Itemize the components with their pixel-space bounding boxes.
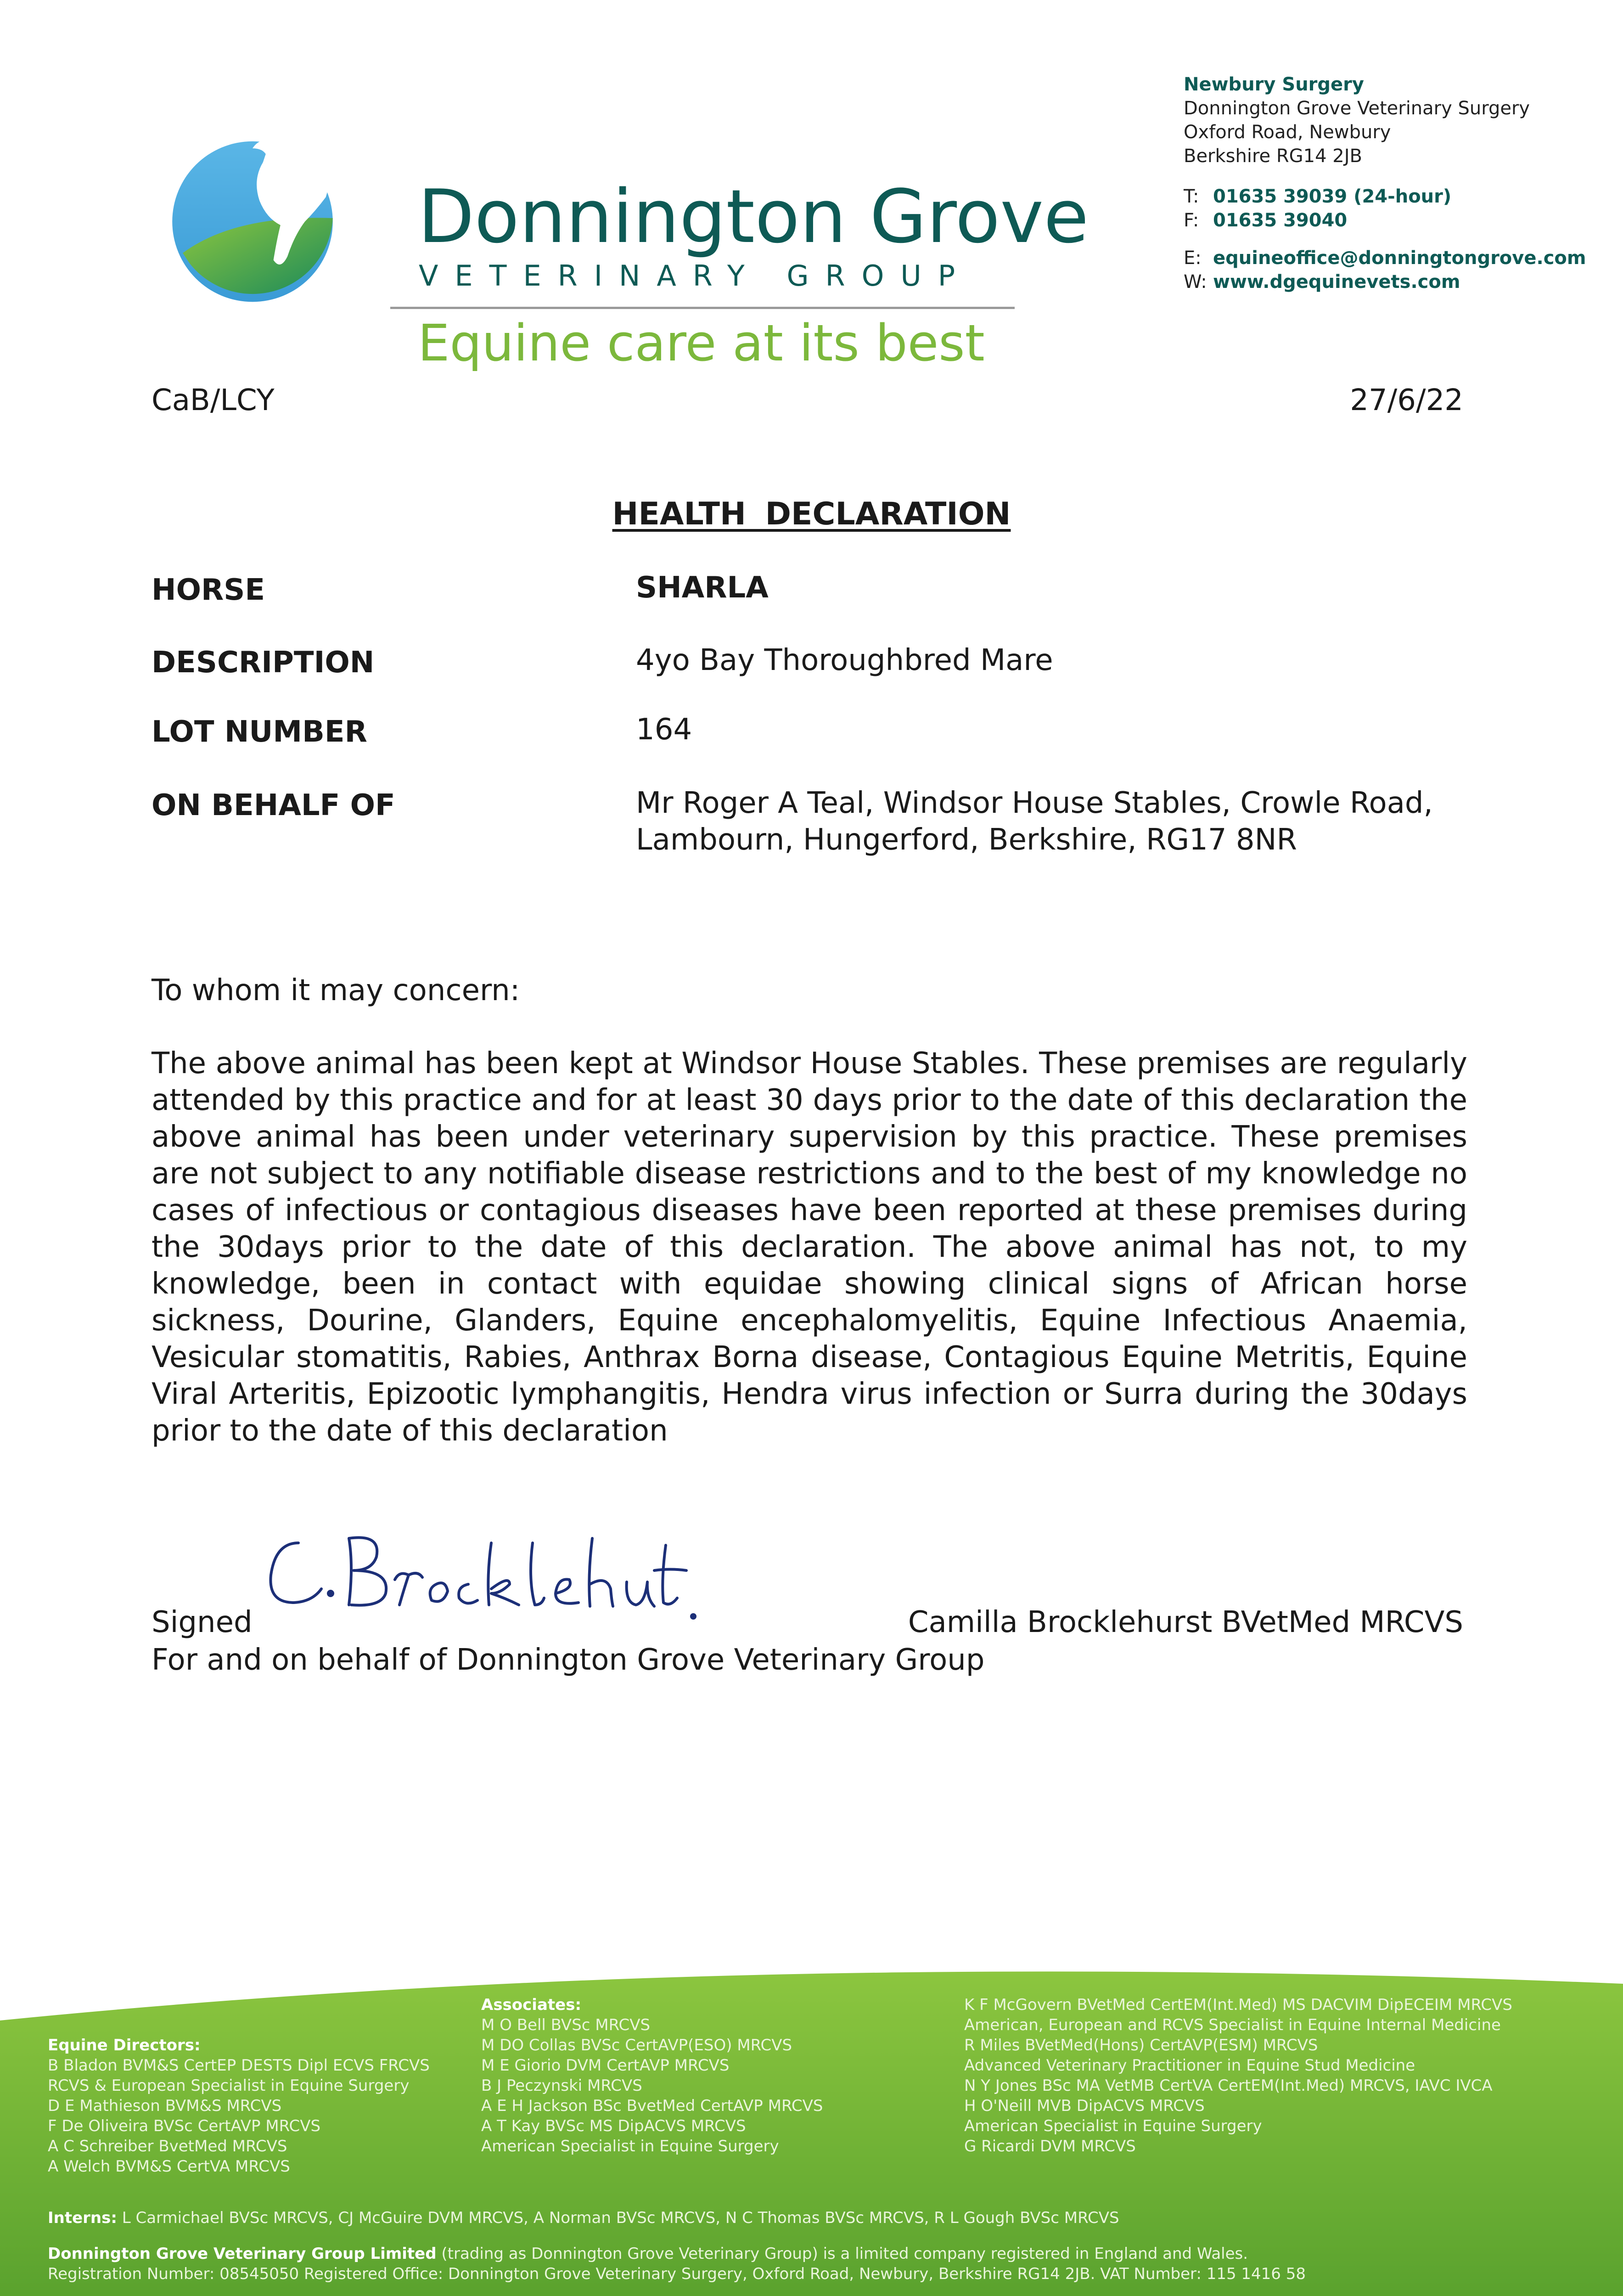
horse-label: HORSE bbox=[152, 573, 265, 607]
associate-entry: A T Kay BVSc MS DipACVS MRCVS bbox=[481, 2117, 746, 2135]
associate-entry: American, European and RCVS Specialist in Equine Internal Medicine bbox=[964, 2016, 1501, 2034]
contact-phone bbox=[1184, 185, 1586, 208]
associate-entry: M E Giorio DVM CertAVP MRCVS bbox=[481, 2056, 730, 2075]
interns-label: Interns: bbox=[48, 2209, 117, 2227]
footer-company bbox=[48, 2244, 1306, 2284]
description-label: DESCRIPTION bbox=[152, 646, 375, 680]
associate-entry: B J Peczynski MRCVS bbox=[481, 2077, 642, 2095]
brand-subtitle: VETERINARY GROUP bbox=[419, 259, 972, 293]
on-behalf-of-label: ON BEHALF OF bbox=[152, 788, 395, 822]
director-entry: F De Oliveira BVSc CertAVP MRCVS bbox=[48, 2117, 321, 2135]
brand-divider bbox=[390, 307, 1015, 309]
associate-entry: H O'Neill MVB DipACVS MRCVS bbox=[964, 2097, 1205, 2115]
company-text: (trading as Donnington Grove Veterinary Group) is a limited company registered in England and Wales. bbox=[441, 2245, 1248, 2263]
associate-entry: A E H Jackson BSc BvetMed CertAVP MRCVS bbox=[481, 2097, 823, 2115]
document-title: HEALTH DECLARATION bbox=[612, 496, 1011, 532]
associate-entry: M O Bell BVSc MRCVS bbox=[481, 2016, 651, 2034]
associate-entry: American Specialist in Equine Surgery bbox=[481, 2137, 779, 2155]
handwritten-signature bbox=[262, 1525, 702, 1635]
contact-key: E: bbox=[1184, 248, 1202, 269]
brand-tagline: Equine care at its best bbox=[418, 314, 985, 372]
contact-value: equineoffice@donningtongrove.com bbox=[1213, 248, 1586, 269]
letter-date: 27/6/22 bbox=[1350, 383, 1463, 417]
contact-key: W: bbox=[1184, 271, 1207, 293]
reference-code: CaB/LCY bbox=[152, 383, 275, 417]
address-line: Oxford Road, Newbury bbox=[1184, 122, 1391, 143]
interns-list: L Carmichael BVSc MRCVS, CJ McGuire DVM MRCVS, A Norman BVSc MRCVS, N C Thomas BVSc MRCVS, R L Gough BVSc MRCVS bbox=[122, 2209, 1119, 2227]
address-block bbox=[1184, 73, 1586, 294]
directors-title: Equine Directors: bbox=[48, 2036, 201, 2054]
contact-key: F: bbox=[1184, 210, 1199, 231]
registration-line: Registration Number: 08545050 Registered Office: Donnington Grove Veterinary Surgery, Oxford Road, Newbury, Berkshire RG14 2JB. VAT Number: 115 1416 58 bbox=[48, 2265, 1306, 2283]
surgery-name: Newbury Surgery bbox=[1184, 74, 1364, 95]
company-name: Donnington Grove Veterinary Group Limited bbox=[48, 2245, 437, 2263]
signer-name: Camilla Brocklehurst BVetMed MRCVS bbox=[908, 1605, 1463, 1639]
footer-associates-2 bbox=[964, 1995, 1512, 2156]
associates-title: Associates: bbox=[481, 1996, 582, 2014]
contact-website bbox=[1184, 270, 1586, 294]
associate-entry: N Y Jones BSc MA VetMB CertVA CertEM(Int.Med) MRCVS, IAVC IVCA bbox=[964, 2077, 1493, 2095]
footer-interns bbox=[48, 2208, 1119, 2228]
director-entry: B Bladon BVM&S CertEP DESTS Dipl ECVS FRCVS bbox=[48, 2056, 430, 2075]
footer-associates bbox=[481, 1995, 823, 2156]
director-entry: A C Schreiber BvetMed MRCVS bbox=[48, 2137, 287, 2155]
salutation: To whom it may concern: bbox=[152, 974, 520, 1007]
lot-number-label: LOT NUMBER bbox=[152, 715, 367, 749]
associate-entry: G Ricardi DVM MRCVS bbox=[964, 2137, 1136, 2155]
footer-directors bbox=[48, 2035, 430, 2177]
director-entry: D E Mathieson BVM&S MRCVS bbox=[48, 2097, 282, 2115]
contact-key: T: bbox=[1184, 186, 1199, 207]
on-behalf-of-value: Mr Roger A Teal, Windsor House Stables, Crowle Road, Lambourn, Hungerford, Berkshire, RG17 8NR bbox=[636, 786, 1433, 857]
lot-number-value: 164 bbox=[636, 713, 692, 747]
associate-entry: Advanced Veterinary Practitioner in Equine Stud Medicine bbox=[964, 2056, 1415, 2075]
description-value: 4yo Bay Thoroughbred Mare bbox=[636, 643, 1053, 677]
associate-entry: American Specialist in Equine Surgery bbox=[964, 2117, 1262, 2135]
address-line: Donnington Grove Veterinary Surgery bbox=[1184, 98, 1530, 119]
contact-value: www.dgequinevets.com bbox=[1213, 271, 1460, 293]
declaration-body: The above animal has been kept at Windsor House Stables. These premises are regularly attended by this practice and for at least 30 days prior to the date of this declaration the above animal has been under veterinary supervision by this practice. These premises are not subject to any notifiable disease restrictions and to the best of my knowledge no cases of infectious or contagious diseases have been reported at these premises during the 30days prior to the date of this declaration. The above animal has not, to my knowledge, been in contact with equidae showing clinical signs of African horse sickness, Dourine, Glanders, Equine encephalomyelitis, Equine Infectious Anaemia, Vesicular stomatitis, Rabies, Anthrax Borna disease, Contagious Equine Metritis, Equine Viral Arteritis, Epizootic lymphangitis, Hendra virus infection or Surra during the 30days prior to the date of this declaration bbox=[152, 1047, 1467, 1448]
contact-fax bbox=[1184, 208, 1586, 232]
associate-entry: M DO Collas BVSc CertAVP(ESO) MRCVS bbox=[481, 2036, 792, 2054]
director-entry: RCVS & European Specialist in Equine Surgery bbox=[48, 2077, 410, 2095]
associate-entry: R Miles BVetMed(Hons) CertAVP(ESM) MRCVS bbox=[964, 2036, 1318, 2054]
logo-horse-head-icon bbox=[165, 131, 340, 305]
contact-value: 01635 39039 (24-hour) bbox=[1213, 186, 1452, 207]
horse-value: SHARLA bbox=[636, 571, 769, 605]
brand-name: Donnington Grove bbox=[418, 174, 1089, 259]
signed-label: Signed bbox=[152, 1605, 253, 1639]
contact-value: 01635 39040 bbox=[1213, 210, 1348, 231]
address-line: Berkshire RG14 2JB bbox=[1184, 146, 1362, 167]
associate-entry: K F McGovern BVetMed CertEM(Int.Med) MS DACVIM DipECEIM MRCVS bbox=[964, 1996, 1512, 2014]
director-entry: A Welch BVM&S CertVA MRCVS bbox=[48, 2157, 290, 2176]
signed-behalf-line: For and on behalf of Donnington Grove Veterinary Group bbox=[152, 1643, 985, 1677]
contact-email bbox=[1184, 246, 1586, 270]
